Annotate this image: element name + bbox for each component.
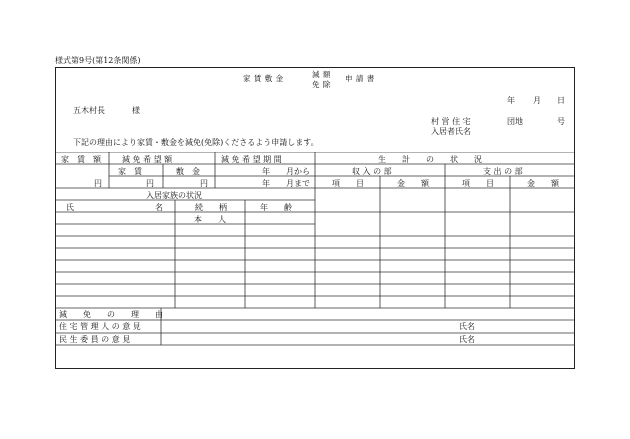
income-item-header: 項 目 <box>332 179 364 188</box>
period-until: 年 月まで <box>262 179 310 188</box>
addressee-name: 五木村長 <box>73 106 105 115</box>
manager-signature-name: 氏名 <box>459 322 475 331</box>
yen-unit-3: 円 <box>200 179 208 188</box>
income-amount-header: 金 額 <box>397 179 429 188</box>
reduction-period-header: 減 免 希 望 期 間 <box>221 155 282 164</box>
deposit-sub-header: 敷 金 <box>176 167 200 176</box>
period-from: 年 月から <box>262 167 310 176</box>
rent-header: 家 賃 額 <box>61 155 101 164</box>
rent-sub-header: 家 賃 <box>118 167 142 176</box>
applicant-name-label: 入居者氏名 <box>431 127 471 136</box>
date-month: 月 <box>533 96 541 105</box>
col-relation: 続 柄 <box>195 203 227 212</box>
yen-unit-2: 円 <box>146 179 154 188</box>
title-stack-top: 減 額 <box>312 70 331 79</box>
statement: 下記の理由により家賃・敷金を減免(免除)くださるよう申請します。 <box>73 138 319 147</box>
number-label: 号 <box>557 117 565 126</box>
date-year: 年 <box>507 96 515 105</box>
title-right: 申 請 書 <box>345 74 375 83</box>
col-name-first: 氏 <box>66 203 74 212</box>
date-day: 日 <box>557 96 565 105</box>
expense-amount-header: 金 額 <box>527 179 559 188</box>
commissioner-opinion-label: 民 生 委 員 の 意 見 <box>59 335 131 344</box>
title-stack-bottom: 免 除 <box>312 80 331 89</box>
expense-item-header: 項 目 <box>462 179 494 188</box>
table-grid <box>55 152 576 369</box>
expense-header: 支 出 の 部 <box>483 167 523 176</box>
complex-label: 団地 <box>507 117 523 126</box>
addressee-honorific: 様 <box>132 106 140 115</box>
self-relation: 本 人 <box>194 215 226 224</box>
col-age: 年 齢 <box>260 203 292 212</box>
form-ref: 様式第9号(第12条関係) <box>55 56 141 65</box>
col-name-second: 名 <box>155 203 163 212</box>
reduction-amount-header: 減 免 希 望 額 <box>122 155 173 164</box>
income-header: 収 入 の 部 <box>352 167 392 176</box>
manager-opinion-label: 住 宅 管 理 人 の 意 見 <box>59 322 141 331</box>
commissioner-signature-name: 氏名 <box>459 335 475 344</box>
reason-label: 減 免 の 理 由 <box>59 310 163 319</box>
livelihood-header: 生 計 の 状 況 <box>378 155 482 164</box>
family-status-header: 入居家族の状況 <box>146 191 202 200</box>
residence-label: 村 営 住 宅 <box>431 117 471 126</box>
yen-unit-1: 円 <box>94 179 102 188</box>
title-left: 家 賃 敷 金 <box>243 74 284 83</box>
